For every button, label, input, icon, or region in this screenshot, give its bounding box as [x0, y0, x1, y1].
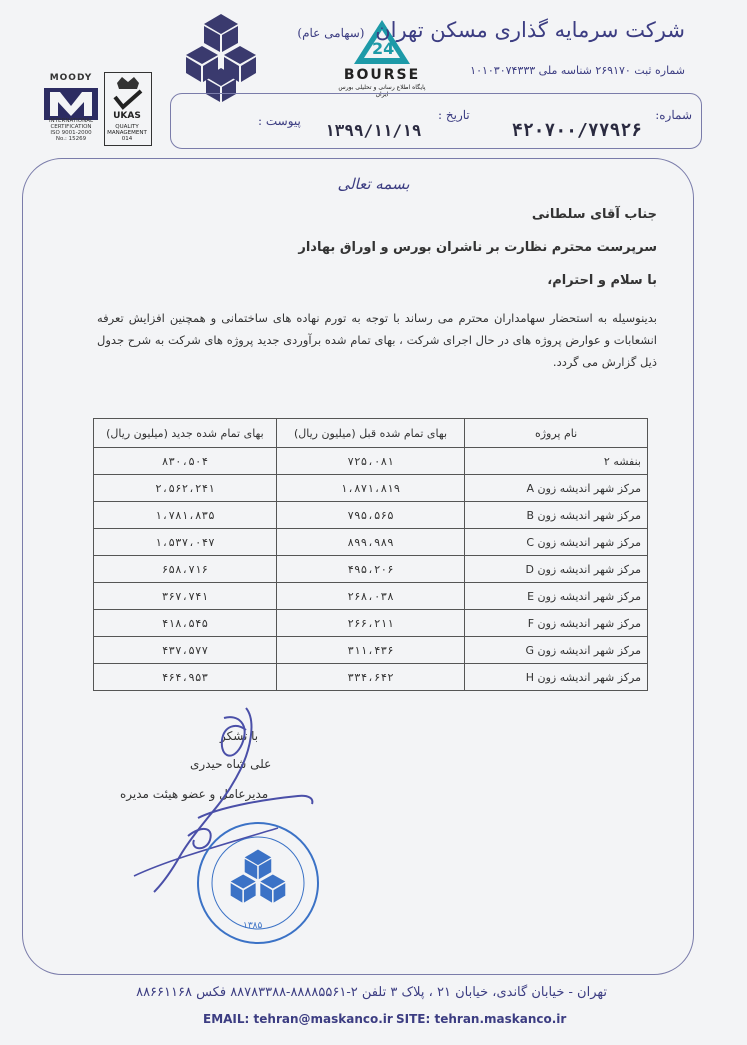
recipient-name: جناب آقای سلطانی	[531, 207, 657, 222]
cost-before: ۷۹۵،۵۶۵	[276, 502, 464, 529]
bourse-logo-subtitle: پایگاه اطلاع رسانی و تحلیلی بورس ایران	[338, 84, 426, 98]
signer-name: علی شاه حیدری	[190, 757, 272, 771]
cost-after: ۳۶۷،۷۴۱	[94, 583, 277, 610]
project-name: مرکز شهر اندیشه زون H	[465, 664, 648, 691]
table-row	[94, 529, 648, 556]
cost-after: ۴۱۸،۵۴۵	[94, 610, 277, 637]
letter-body: بدینوسیله به استحضار سهامداران محترم می رساند با توجه به تورم نهاده های ساختمانی و همچنین افزایش تعرفه انشعابات و عوارض پروژه های در حال اجرای شرکت ، بهای تمام شده برآوردی جدید پروژه های شرکت به شرح جدول ذیل گزارش می گردد.	[97, 311, 657, 369]
company-name-text: شرکت سرمایه گذاری مسکن تهران	[375, 18, 685, 42]
ukas-name: UKAS	[113, 111, 141, 121]
table-row	[94, 664, 648, 691]
project-name: مرکز شهر اندیشه زون F	[465, 610, 648, 637]
basmala: بسمه تعالی	[337, 175, 410, 193]
recipient-title: سرپرست محترم نظارت بر ناشران بورس و اوراق بهادار	[298, 240, 657, 255]
cost-before: ۲۶۸،۰۳۸	[276, 583, 464, 610]
attachment-label: پیوست :	[258, 114, 301, 128]
project-name: مرکز شهر اندیشه زون E	[465, 583, 648, 610]
date-label: تاریخ :	[438, 108, 470, 122]
moody-caption: INTERNATIONAL CERTIFICATION ISO 9001-2000 No.: 15269	[48, 118, 94, 142]
number-label: شماره:	[655, 108, 692, 122]
cost-after: ۸۳۰،۵۰۴	[94, 448, 277, 475]
email-label: EMAIL:	[203, 1012, 250, 1026]
date-value: ۱۳۹۹/۱۱/۱۹	[325, 121, 422, 140]
project-name: مرکز شهر اندیشه زون A	[465, 475, 648, 502]
cost-after: ۱،۵۳۷،۰۴۷	[94, 529, 277, 556]
table-row	[94, 610, 648, 637]
registration-line: شماره ثبت ۲۶۹۱۷۰ شناسه ملی ۱۰۱۰۳۰۷۴۳۳۳	[470, 64, 685, 77]
cost-after: ۴۳۷،۵۷۷	[94, 637, 277, 664]
company-name	[297, 18, 685, 42]
project-name: مرکز شهر اندیشه زون B	[465, 502, 648, 529]
table-row	[94, 448, 648, 475]
greeting: با سلام و احترام،	[547, 273, 657, 288]
bourse-logo-text: BOURSE	[343, 67, 421, 83]
moody-title: MOODY	[49, 73, 93, 83]
closing: با تشکر	[220, 729, 259, 743]
footer-address: تهران - خیابان گاندی، خیابان ۲۱ ، پلاک ۳ تلفن ۲-۸۸۸۸۵۵۶۱-۸۸۷۸۳۳۸۸ فکس ۸۸۶۶۱۱۶۸	[136, 985, 607, 1000]
site-label: SITE:	[396, 1012, 431, 1026]
email-value[interactable]: tehran@maskanco.ir	[253, 1012, 393, 1026]
cost-before: ۸۹۹،۹۸۹	[276, 529, 464, 556]
cost-after: ۲،۵۶۲،۲۴۱	[94, 475, 277, 502]
table-row	[94, 502, 648, 529]
table-header-row	[94, 419, 648, 448]
svg-text:24: 24	[372, 39, 395, 58]
project-name: بنفشه ۲	[465, 448, 648, 475]
project-cost-table	[93, 418, 648, 691]
col-header-cost-after: بهای تمام شده جدید (میلیون ریال)	[94, 419, 277, 448]
site-value[interactable]: tehran.maskanco.ir	[434, 1012, 567, 1026]
cost-before: ۲۶۶،۲۱۱	[276, 610, 464, 637]
project-name: مرکز شهر اندیشه زون C	[465, 529, 648, 556]
number-value: ۴۲۰۷۰۰/۷۷۹۲۶	[512, 120, 643, 141]
cost-before: ۳۳۴،۶۴۲	[276, 664, 464, 691]
company-type: (سهامی عام)	[297, 26, 365, 40]
project-name: مرکز شهر اندیشه زون G	[465, 637, 648, 664]
col-header-project: نام پروژه	[465, 419, 648, 448]
footer-email	[203, 1012, 393, 1026]
cost-before: ۷۲۵،۰۸۱	[276, 448, 464, 475]
table-row	[94, 475, 648, 502]
col-header-cost-before: بهای تمام شده قبل (میلیون ریال)	[276, 419, 464, 448]
project-name: مرکز شهر اندیشه زون D	[465, 556, 648, 583]
cost-after: ۴۶۴،۹۵۳	[94, 664, 277, 691]
cost-before: ۱،۸۷۱،۸۱۹	[276, 475, 464, 502]
footer-site	[396, 1012, 566, 1026]
table-row	[94, 583, 648, 610]
seal-year: ۱۳۸۵	[243, 921, 263, 931]
cost-before: ۴۹۵،۲۰۶	[276, 556, 464, 583]
ukas-caption: QUALITY MANAGEMENT 014	[107, 124, 147, 142]
table-row	[94, 637, 648, 664]
signer-position: مدیرعامل و عضو هیئت مدیره	[120, 787, 269, 801]
cost-before: ۳۱۱،۴۳۶	[276, 637, 464, 664]
table-row	[94, 556, 648, 583]
cost-after: ۶۵۸،۷۱۶	[94, 556, 277, 583]
cost-after: ۱،۷۸۱،۸۳۵	[94, 502, 277, 529]
company-seal	[193, 818, 323, 952]
